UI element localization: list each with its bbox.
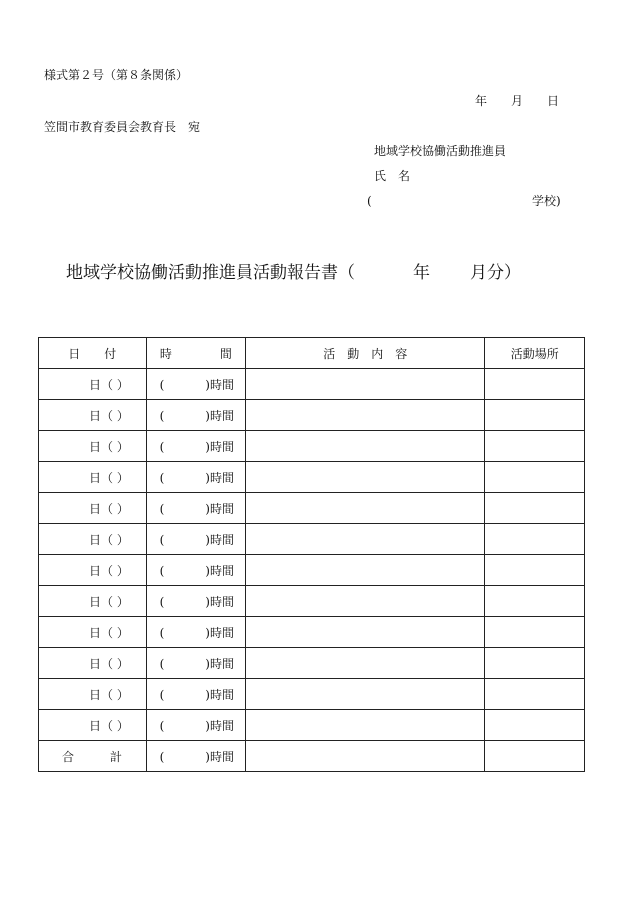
place-cell[interactable] — [485, 431, 585, 462]
time-unit: )時間 — [205, 594, 234, 609]
time-open: ( — [159, 501, 165, 516]
school-open-paren: ( — [367, 194, 372, 208]
activity-cell[interactable] — [246, 431, 485, 462]
time-unit: )時間 — [205, 470, 234, 485]
date-cell[interactable]: 日（ ） — [39, 555, 147, 586]
place-cell[interactable] — [485, 648, 585, 679]
time-unit: )時間 — [205, 408, 234, 423]
time-open: ( — [159, 687, 165, 702]
table-row — [39, 679, 585, 710]
activity-cell[interactable] — [246, 524, 485, 555]
date-cell[interactable]: 日（ ） — [39, 524, 147, 555]
activity-cell[interactable] — [246, 679, 485, 710]
total-place-cell — [485, 741, 585, 772]
report-date-line: 年 月 日 — [475, 94, 560, 108]
title-main: 地域学校協働活動推進員活動報告書（ — [66, 263, 355, 283]
time-open: ( — [159, 532, 165, 547]
total-time-unit: )時間 — [205, 749, 234, 764]
table-row — [39, 586, 585, 617]
time-cell[interactable] — [146, 462, 246, 493]
school-label: 学校) — [532, 194, 561, 208]
table-row — [39, 462, 585, 493]
time-unit: )時間 — [205, 625, 234, 640]
time-open: ( — [159, 625, 165, 640]
activity-cell[interactable] — [246, 710, 485, 741]
activity-cell[interactable] — [246, 369, 485, 400]
title-month: 月分） — [470, 263, 521, 283]
total-activity-cell — [246, 741, 485, 772]
time-cell[interactable] — [146, 679, 246, 710]
date-cell[interactable]: 日（ ） — [39, 369, 147, 400]
place-cell[interactable] — [485, 555, 585, 586]
table-row — [39, 617, 585, 648]
table-row — [39, 431, 585, 462]
time-open: ( — [159, 594, 165, 609]
document-title — [66, 265, 521, 282]
time-open: ( — [159, 377, 165, 392]
activity-cell[interactable] — [246, 648, 485, 679]
table-row — [39, 555, 585, 586]
time-unit: )時間 — [205, 439, 234, 454]
total-label: 合 計 — [39, 741, 147, 772]
date-cell[interactable]: 日（ ） — [39, 710, 147, 741]
place-cell[interactable] — [485, 679, 585, 710]
date-cell[interactable]: 日（ ） — [39, 431, 147, 462]
time-open: ( — [159, 563, 165, 578]
place-cell[interactable] — [485, 710, 585, 741]
header-date: 日 付 — [39, 338, 147, 369]
time-cell[interactable] — [146, 555, 246, 586]
time-unit: )時間 — [205, 501, 234, 516]
date-cell[interactable]: 日（ ） — [39, 617, 147, 648]
time-cell[interactable] — [146, 431, 246, 462]
activity-cell[interactable] — [246, 462, 485, 493]
place-cell[interactable] — [485, 369, 585, 400]
place-cell[interactable] — [485, 586, 585, 617]
header-activity: 活 動 内 容 — [246, 338, 485, 369]
activity-cell[interactable] — [246, 400, 485, 431]
form-number: 様式第２号（第８条関係） — [44, 68, 189, 82]
time-open: ( — [159, 439, 165, 454]
place-cell[interactable] — [485, 400, 585, 431]
time-cell[interactable] — [146, 400, 246, 431]
time-cell[interactable] — [146, 524, 246, 555]
reporter-title: 地域学校協働活動推進員 — [374, 144, 507, 158]
time-unit: )時間 — [205, 656, 234, 671]
date-cell[interactable]: 日（ ） — [39, 400, 147, 431]
header-place: 活動場所 — [485, 338, 585, 369]
activity-cell[interactable] — [246, 493, 485, 524]
time-unit: )時間 — [205, 563, 234, 578]
date-cell[interactable]: 日（ ） — [39, 586, 147, 617]
time-cell[interactable] — [146, 617, 246, 648]
time-unit: )時間 — [205, 687, 234, 702]
place-cell[interactable] — [485, 493, 585, 524]
date-cell[interactable]: 日（ ） — [39, 648, 147, 679]
place-cell[interactable] — [485, 617, 585, 648]
date-cell[interactable]: 日（ ） — [39, 462, 147, 493]
activity-cell[interactable] — [246, 555, 485, 586]
time-open: ( — [159, 408, 165, 423]
header-time: 時 間 — [146, 338, 246, 369]
addressee: 笠間市教育委員会教育長 宛 — [44, 120, 201, 134]
time-cell[interactable] — [146, 648, 246, 679]
reporter-name-label: 氏 名 — [374, 169, 411, 183]
time-unit: )時間 — [205, 718, 234, 733]
time-unit: )時間 — [205, 532, 234, 547]
time-open: ( — [159, 656, 165, 671]
time-cell[interactable] — [146, 586, 246, 617]
place-cell[interactable] — [485, 462, 585, 493]
activity-cell[interactable] — [246, 617, 485, 648]
date-cell[interactable]: 日（ ） — [39, 493, 147, 524]
table-row — [39, 400, 585, 431]
table-row — [39, 710, 585, 741]
total-row — [39, 741, 585, 772]
time-unit: )時間 — [205, 377, 234, 392]
table-row — [39, 493, 585, 524]
date-cell[interactable]: 日（ ） — [39, 679, 147, 710]
title-year: 年 — [413, 263, 430, 283]
time-open: ( — [159, 718, 165, 733]
activity-report-table — [38, 337, 585, 772]
table-row — [39, 369, 585, 400]
time-cell[interactable] — [146, 710, 246, 741]
time-cell[interactable] — [146, 369, 246, 400]
time-cell[interactable] — [146, 493, 246, 524]
total-time-cell[interactable] — [146, 741, 246, 772]
time-open: ( — [159, 470, 165, 485]
table-row — [39, 524, 585, 555]
table-row — [39, 648, 585, 679]
place-cell[interactable] — [485, 524, 585, 555]
total-time-open: ( — [159, 749, 165, 764]
activity-cell[interactable] — [246, 586, 485, 617]
table-header-row — [39, 338, 585, 369]
